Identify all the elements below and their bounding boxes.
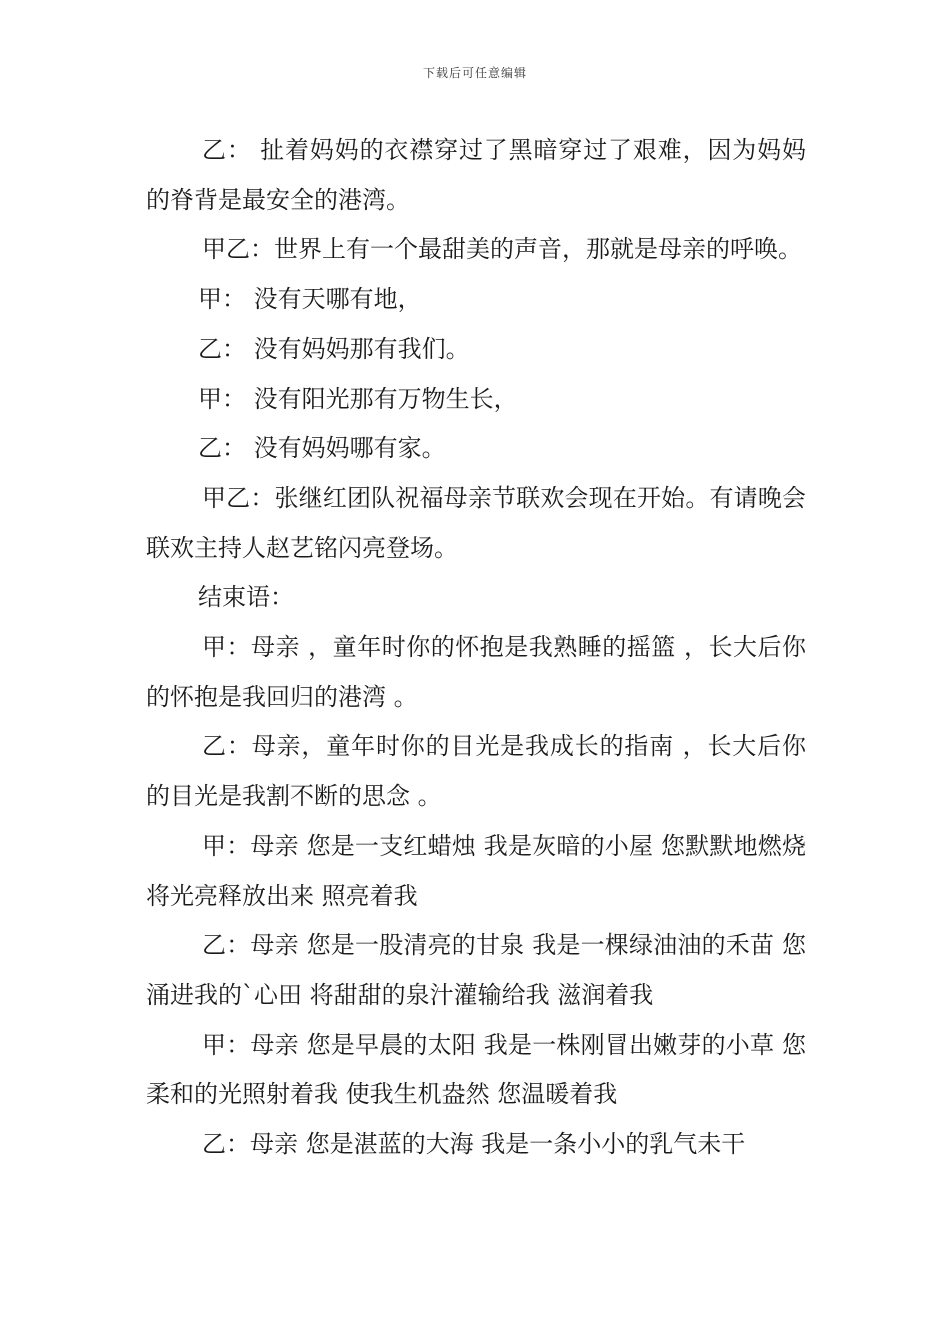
paragraph: 甲： 没有阳光那有万物生长， [198, 384, 518, 413]
paragraph: 乙： 扯着妈妈的衣襟穿过了黑暗穿过了艰难，因为妈妈的脊背是最安全的港湾。 [146, 136, 806, 214]
document-body [146, 126, 806, 1170]
paragraph: 乙：母亲 您是一股清亮的甘泉 我是一棵绿油油的禾苗 您涌进我的`心田 将甜甜的泉汁灌输给我 滋润着我 [146, 931, 806, 1009]
paragraph: 甲乙：张继红团队祝福母亲节联欢会现在开始。有请晚会联欢主持人赵艺铭闪亮登场。 [146, 483, 806, 562]
paragraph: 甲： 没有天哪有地， [198, 285, 422, 314]
paragraph: 甲乙：世界上有一个最甜美的声音，那就是母亲的呼唤。 [202, 235, 802, 264]
paragraph: 乙：母亲，童年时你的目光是我成长的指南 ，长大后你的目光是我割不断的思念 。 [146, 732, 806, 811]
paragraph: 甲：母亲 ，童年时你的怀抱是我熟睡的摇篮 ，长大后你的怀抱是我回归的港湾 。 [146, 633, 806, 711]
section-heading: 结束语： [198, 583, 294, 612]
page-header: 下载后可任意编辑 [422, 66, 527, 80]
paragraph: 甲：母亲 您是一支红蜡烛 我是灰暗的小屋 您默默地燃烧 将光亮释放出来 照亮着我 [146, 831, 806, 910]
paragraph: 甲：母亲 您是早晨的太阳 我是一株刚冒出嫩芽的小草 您柔和的光照射着我 使我生机盎然 您温暖着我 [146, 1030, 806, 1109]
paragraph: 乙： 没有妈妈哪有家。 [198, 434, 446, 463]
paragraph: 乙： 没有妈妈那有我们。 [198, 334, 470, 363]
paragraph: 乙：母亲 您是湛蓝的大海 我是一条小小的乳气未干 [202, 1130, 746, 1159]
